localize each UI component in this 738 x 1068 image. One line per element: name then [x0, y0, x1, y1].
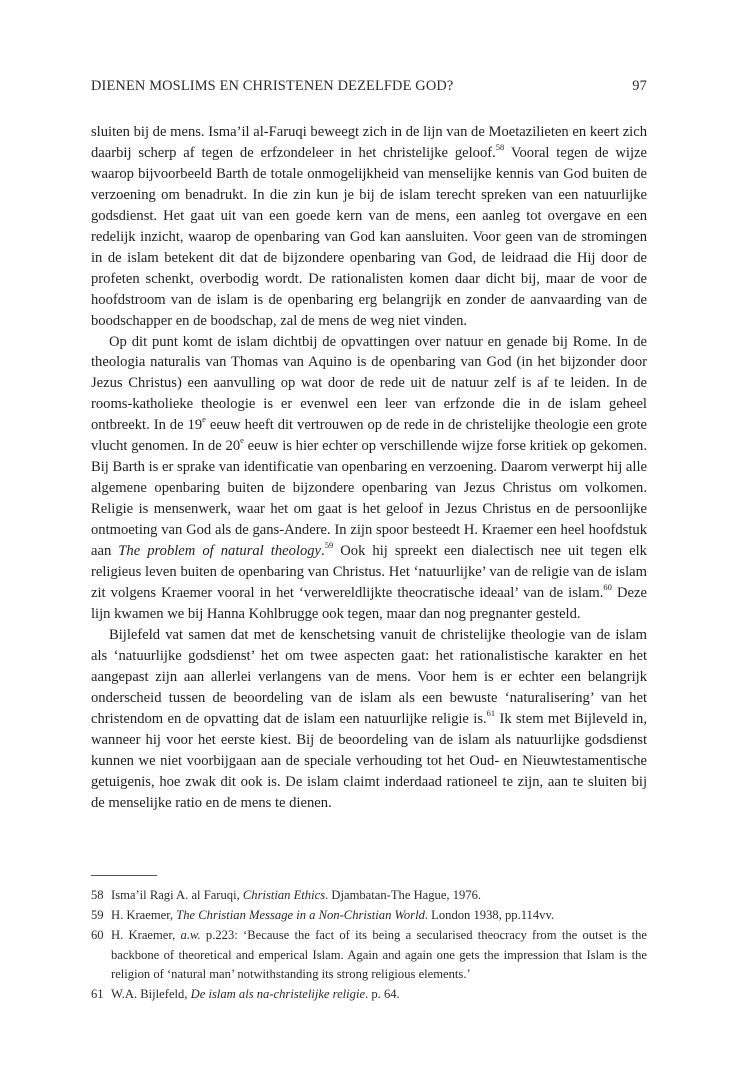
book-title-italic: The problem of natural theology [118, 543, 322, 560]
footnote-ref-61: 61 [486, 707, 496, 718]
footnote-60 [91, 926, 647, 984]
footnote-text [111, 926, 647, 984]
text-run: . Djambatan-The Hague, 1976. [325, 888, 482, 902]
paragraph-2 [91, 332, 647, 625]
footnote-text [111, 886, 647, 905]
book-title-italic: Christian Ethics [242, 888, 326, 902]
footnote-text [111, 985, 647, 1004]
footnote-59 [91, 906, 647, 925]
text-run: p.223: ‘Because the fact of its being a secularised theocracy from the outset is the backbone of theoretical and emperical Islam. Again and again one gets the impression that Islam is the religion of ‘natural man’ notwithstanding its strong religious elements.’ [111, 928, 647, 981]
superscript-e: e [202, 414, 206, 425]
text-run: . [321, 543, 325, 560]
footnote-61 [91, 985, 647, 1004]
book-title-italic: The Christian Message in a Non-Christian World [176, 908, 425, 923]
text-run: Deze lijn kwamen we bij Hanna Kohlbrugge ook tegen, maar dan nog pregnanter gesteld. [91, 584, 647, 622]
running-head [91, 78, 647, 98]
text-run: Bijlefeld vat samen dat met de kenschetsing vanuit de christelijke theologie van de islam als ‘natuurlijke godsdienst’ het om twee aspecten gaat: het rationalistische karakter en het aangepast zijn aan allerlei verlangens van de mens. Voor hem is er echter een belangrijk onderscheid tussen de beoordeling van de islam als een bewuste ‘naturalisering’ van het christendom en de opvatting dat de islam een natuurlijke religie is. [91, 626, 647, 727]
text-run: Ook hij spreekt een dialectisch nee uit tegen elk religieus leven buiten de openbaring van Christus. Het ‘natuurlijke’ van de religie van de islam zit volgens Kraemer vooral in het ‘verwereldlijkte theocratische ideaal’ van de islam. [91, 543, 647, 601]
text-run: Ik stem met Bijleveld in, wanneer hij voor het eerste kiest. Bij de beoordeling van de islam als natuurlijke godsdienst kunnen we niet voorbijgaan aan de speciale verhouding tot het Oud- en Nieuwtestamentische getuigenis, hoe zwak dit ook is. De islam claimt inderdaad rationeel te zijn, aan te sluiten bij de menselijke ratio en de mens te dienen. [91, 710, 647, 811]
footnote-number: 58 [91, 888, 104, 902]
paragraph-1 [91, 122, 647, 332]
book-title-italic: De islam als na-christelijke religie [190, 987, 366, 1002]
text-run: Op dit punt komt de islam dichtbij de opvattingen over natuur en genade bij Rome. In de theologia naturalis van Thomas van Aquino is de openbaring van God (in het bijzonder door Jezus Christus) een aanvulling op wat door de rede uit de natuur zelf is af te leiden. In de rooms-katholieke theologie is er evenwel een leer van erfzonde die in de islam geheel ontbreekt. In de 19 [91, 333, 647, 434]
text-run: eeuw is hier echter op verschillende wijze forse kritiek op gekomen. Bij Barth is er sprake van identificatie van openbaring en verzoening. Daarom verwerpt hij alle algemene openbaring buiten de bijzondere openbaring van Jezus Christus om volkomen. Religie is mensenwerk, waar het om gaat is het geloof in Jezus Christus en de persoonlijke ontmoeting van God als de gans-Andere. In zijn spoor besteedt H. Kraemer een heel hoofdstuk aan [91, 438, 647, 560]
text-run: W.A. Bijlefeld, [111, 987, 191, 1002]
page-number: 97 [632, 78, 647, 94]
paragraph-3 [91, 625, 647, 814]
footnote-text [111, 906, 647, 925]
text-run: Isma’il Ragi A. al Faruqi, [111, 888, 243, 902]
footnote-number: 60 [91, 928, 104, 943]
citation-abbrev-italic: a.w. [180, 928, 201, 943]
text-run: sluiten bij de mens. Isma’il al-Faruqi beweegt zich in de lijn van de Moetazilieten en keert zich daarbij scherp af tegen de erfzondeleer in het christelijke geloof. [91, 124, 647, 161]
text-run: . p. 64. [365, 987, 400, 1002]
text-run: Vooral tegen de wijze waarop bijvoorbeeld Barth de totale onmogelijkheid van menselijke kennis van God buiten de verzoening om benadrukt. In die zin kun je bij de islam terecht spreken van een natuurlijke godsdienst. Het gaat uit van een goede kern van de mens, een aanleg tot overgave en een redelijk inzicht, waarop de openbaring van God kan aansluiten. Voor geen van de stromingen in de islam betekent dit dat de bijzondere openbaring van God, de leidraad die Hij door de profeten schenkt, overbodig wordt. De rationalisten komen daar dicht bij, maar de voor de hoofdstroom van de islam is de openbaring erg belangrijk en zonder de aanvaarding van de boodschapper en de boodschap, zal de mens de weg niet vinden. [91, 144, 647, 329]
text-run: . London 1938, pp.114vv. [424, 908, 555, 923]
body-text [91, 122, 647, 813]
book-page [91, 78, 647, 1002]
footnote-ref-59: 59 [324, 540, 334, 551]
text-run: H. Kraemer, [111, 908, 177, 923]
superscript-e: e [240, 435, 244, 446]
footnote-number: 59 [91, 908, 104, 923]
footnote-number: 61 [91, 987, 104, 1002]
text-run: eeuw heeft dit vertrouwen op de rede in de christelijke theologie een grote vlucht genomen. In de 20 [91, 417, 647, 455]
running-head-title: DIENEN MOSLIMS EN CHRISTENEN DEZELFDE GOD? [91, 78, 454, 94]
footnote-ref-60: 60 [603, 582, 612, 593]
footnote-divider [91, 875, 157, 876]
text-run: H. Kraemer, [111, 928, 181, 943]
footnote-58 [91, 886, 647, 905]
footnote-ref-58: 58 [495, 142, 505, 153]
footnotes [91, 886, 647, 1005]
